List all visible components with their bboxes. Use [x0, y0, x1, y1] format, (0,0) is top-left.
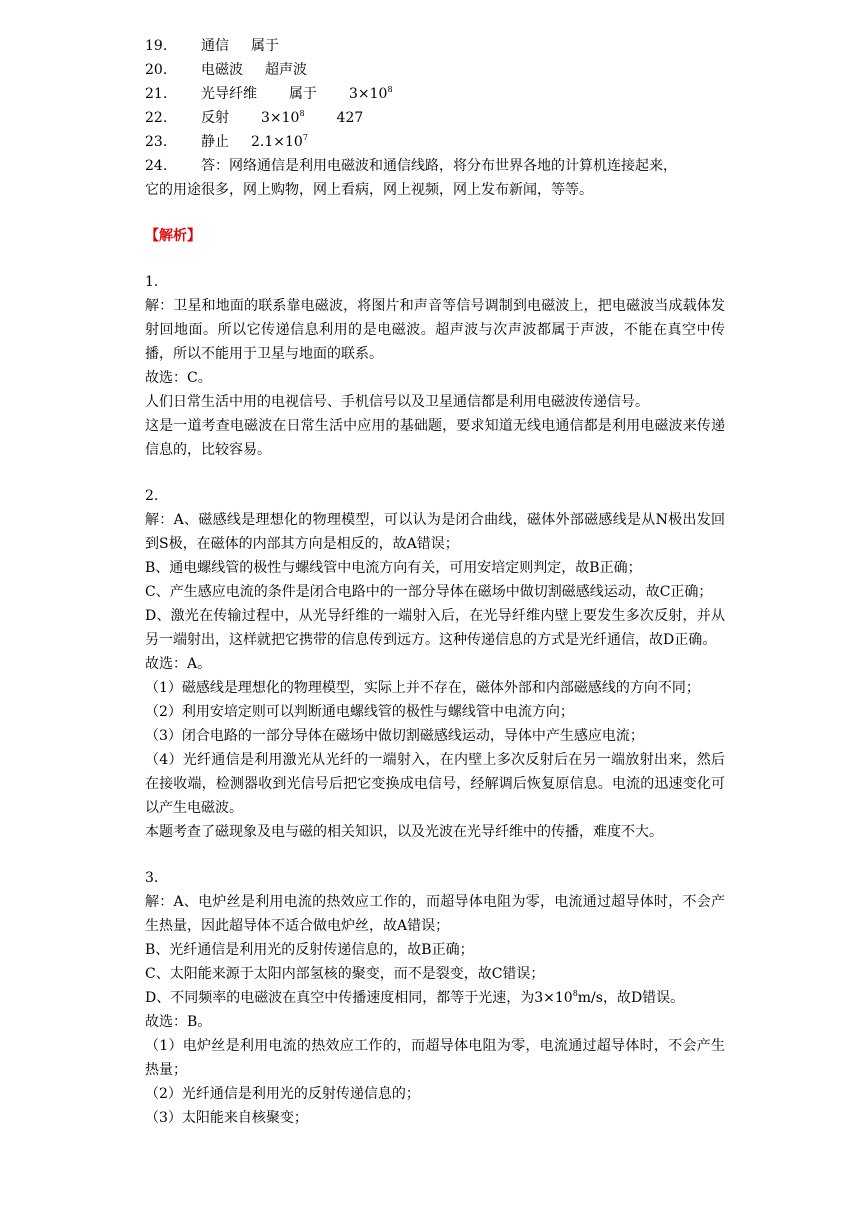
paragraph: 解：A、磁感线是理想化的物理模型，可以认为是闭合曲线，磁体外部磁感线是从N极出发回到S极，在磁体的内部其方向是相反的，故A错误；: [145, 512, 725, 552]
answer-19: 19. 通信 属于: [145, 34, 725, 58]
answer-22: 22. 反射 $3\times 10^8$ 427: [145, 106, 725, 130]
paragraph: B、通电螺线管的极性与螺线管中电流方向有关，可用安培定则判定，故B正确；: [145, 560, 642, 576]
answer-20: 20. 电磁波 超声波: [145, 58, 725, 82]
paragraph: （4）光纤通信是利用激光从光纤的一端射入，在内壁上多次反射后在另一端放射出来，然后在接收端，检测器收到光信号后把它变换成电信号，经解调后恢复原信息。电流的迅速变化可以产生电磁波。: [145, 752, 725, 816]
paragraph: C、产生感应电流的条件是闭合电路中的一部分导体在磁场中做切割磁感线运动，故C正确；: [145, 584, 713, 600]
answer-24-cont: 它的用途很多，网上购物，网上看病，网上视频，网上发布新闻，等等。: [145, 182, 593, 198]
paragraph: （2）利用安培定则可以判断通电螺线管的极性与螺线管中电流方向；: [145, 704, 574, 720]
answer-number: 23.: [145, 134, 168, 150]
paragraph: D、不同频率的电磁波在真空中传播速度相同，都等于光速，为$3\times 10^8m/s$，故D错误。: [145, 989, 685, 1006]
paragraph: （1）电炉丝是利用电流的热效应工作的，而超导体电阻为零，电流通过超导体时，不会产生热量；: [145, 1038, 725, 1078]
answer-number: 21.: [145, 86, 168, 102]
paragraph: 故选：C。: [145, 370, 212, 386]
paragraph: C、太阳能来源于太阳内部氢核的聚变，而不是裂变，故C错误；: [145, 966, 545, 982]
paragraph: 这是一道考查电磁波在日常生活中应用的基础题，要求知道无线电通信都是利用电磁波来传递信息的，比较容易。: [145, 418, 725, 458]
paragraph: D、激光在传输过程中，从光导纤维的一端射入后，在光导纤维内壁上要发生多次反射，并从另一端射出，这样就把它携带的信息传到远方。这种传递信息的方式是光纤通信，故D正确。: [145, 608, 725, 648]
paragraph: （3）闭合电路的一部分导体在磁场中做切割磁感线运动，导体中产生感应电流；: [145, 728, 644, 744]
paragraph: 本题考查了磁现象及电与磁的相关知识，以及光波在光导纤维中的传播，难度不大。: [145, 824, 663, 840]
analysis-heading: 【解析】: [145, 228, 201, 244]
paragraph: 解：卫星和地面的联系靠电磁波，将图片和声音等信号调制到电磁波上，把电磁波当成载体发射回地面。所以它传递信息利用的是电磁波。超声波与次声波都属于声波，不能在真空中传播，所以不能用于卫星与地面的联系。: [145, 298, 725, 362]
paragraph: 故选：B。: [145, 1014, 212, 1030]
answer-21: 21. 光导纤维 属于 $3\times 10^8$: [145, 82, 725, 106]
answer-number: 24.: [145, 158, 168, 174]
document-content: [145, 34, 725, 1130]
paragraph: 故选：A。: [145, 656, 212, 672]
analysis-section-1: [145, 270, 725, 462]
paragraph: （2）光纤通信是利用光的反射传递信息的；: [145, 1086, 420, 1102]
section-number: 3.: [145, 870, 159, 886]
paragraph: （1）磁感线是理想化的物理模型，实际上并不存在，磁体外部和内部磁感线的方向不同；: [145, 680, 700, 696]
paragraph: 人们日常生活中用的电视信号、手机信号以及卫星通信都是利用电磁波传递信号。: [145, 394, 649, 410]
answer-number: 22.: [145, 110, 168, 126]
answer-23: 23. 静止 $2.1\times 10^7$: [145, 130, 725, 154]
answer-number: 20.: [145, 62, 168, 78]
paragraph: B、光纤通信是利用光的反射传递信息的，故B正确；: [145, 942, 474, 958]
paragraph: 解：A、电炉丝是利用电流的热效应工作的，而超导体电阻为零，电流通过超导体时，不会产生热量，因此超导体不适合做电炉丝，故A错误；: [145, 894, 725, 934]
paragraph: （3）太阳能来自核聚变；: [145, 1110, 308, 1126]
analysis-section-3: [145, 866, 725, 1130]
answer-24: 24. 答：网络通信是利用电磁波和通信线路，将分布世界各地的计算机连接起来，: [145, 154, 725, 178]
answer-number: 19.: [145, 38, 168, 54]
section-number: 2.: [145, 488, 159, 504]
analysis-section-2: [145, 484, 725, 844]
section-number: 1.: [145, 274, 159, 290]
